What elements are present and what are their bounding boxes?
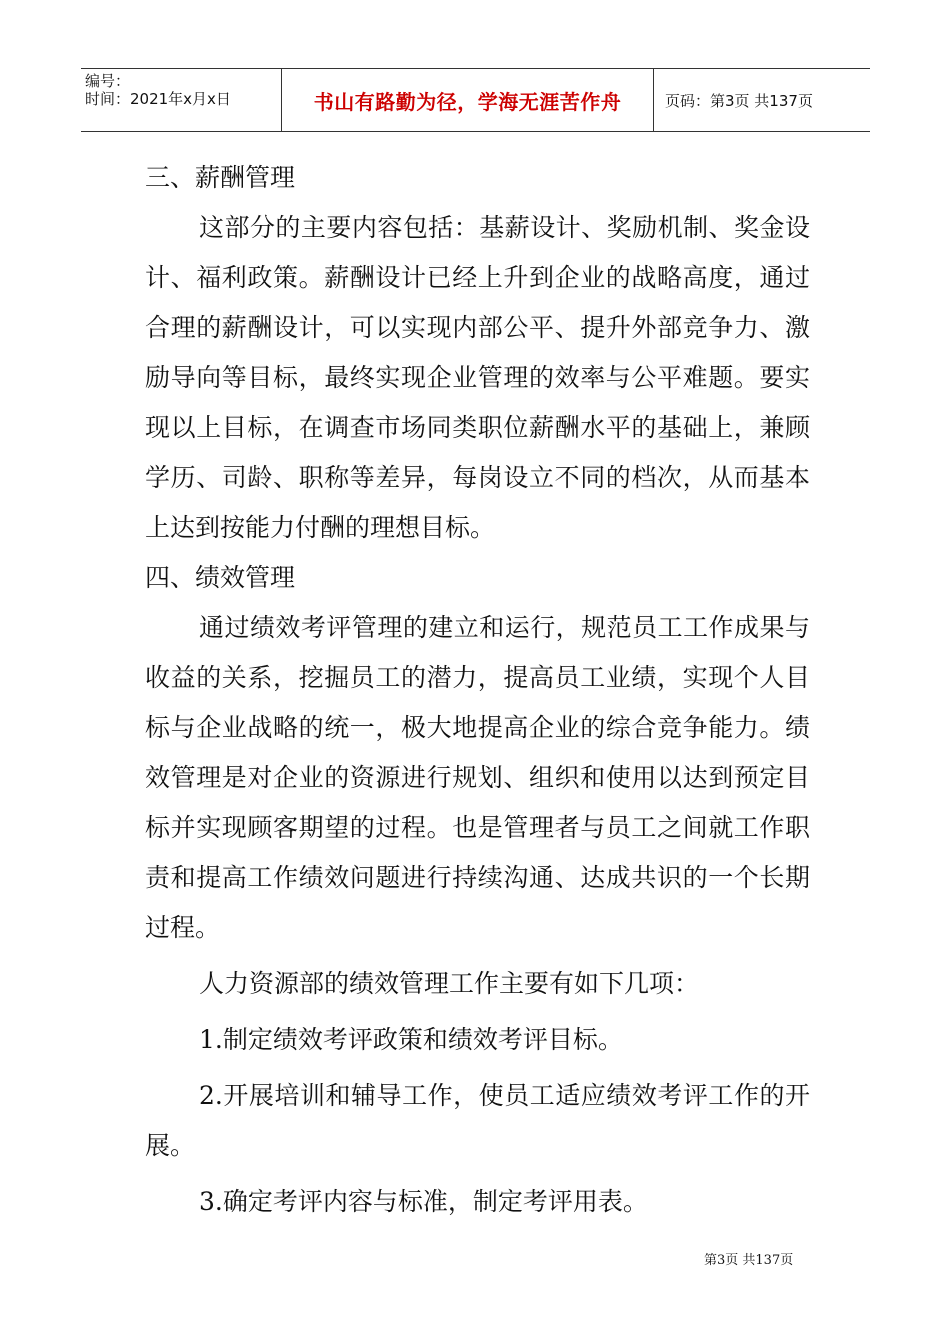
section-heading: 三、薪酬管理 bbox=[145, 163, 296, 192]
document-number-label: 编号： bbox=[85, 72, 131, 90]
document-body bbox=[145, 153, 810, 1227]
paragraph: 这部分的主要内容包括：基薪设计、奖励机制、奖金设计、福利政策。薪酬设计已经上升到企业的战略高度，通过合理的薪酬设计，可以实现内部公平、提升外部竞争力、激励导向等目标，最终实现企业管理的效率与公平难题。要实现以上目标，在调查市场同类职位薪酬水平的基础上，兼顾学历、司龄、职称等差异，每岗设立不同的档次，从而基本上达到按能力付酬的理想目标。 bbox=[145, 213, 810, 542]
header-motto-cell bbox=[282, 69, 654, 131]
list-item: 1.制定绩效考评政策和绩效考评目标。 bbox=[199, 1025, 623, 1054]
header-info-cell bbox=[81, 69, 282, 131]
document-date: 时间：2021年x月x日 bbox=[85, 90, 231, 108]
paragraph: 通过绩效考评管理的建立和运行，规范员工工作成果与收益的关系，挖掘员工的潜力，提高员工业绩，实现个人目标与企业战略的统一，极大地提高企业的综合竞争能力。绩效管理是对企业的资源进行规划、组织和使用以达到预定目标并实现顾客期望的过程。也是管理者与员工之间就工作职责和提高工作绩效问题进行持续沟通、达成共识的一个长期过程。 bbox=[145, 613, 810, 942]
header-page-code: 页码：第3页 共137页 bbox=[665, 91, 813, 110]
document-header bbox=[81, 68, 870, 132]
section-heading: 四、绩效管理 bbox=[145, 563, 296, 592]
page-footer: 第3页 共137页 bbox=[704, 1253, 794, 1268]
paragraph: 人力资源部的绩效管理工作主要有如下几项： bbox=[199, 969, 700, 998]
list-item: 2.开展培训和辅导工作，使员工适应绩效考评工作的开展。 bbox=[145, 1081, 810, 1160]
header-motto: 书山有路勤为径，学海无涯苦作舟 bbox=[313, 89, 622, 114]
header-page-cell bbox=[654, 69, 870, 131]
list-item: 3.确定考评内容与标准，制定考评用表。 bbox=[199, 1187, 648, 1216]
